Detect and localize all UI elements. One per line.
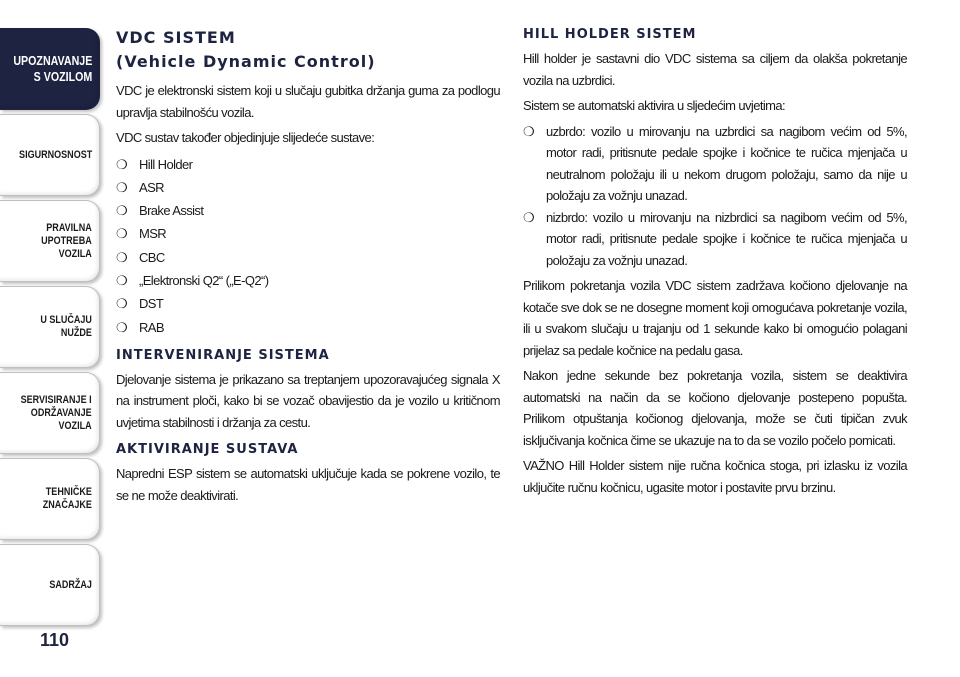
list-item: ❍ DST (116, 292, 500, 315)
section-heading: AKTIVIRANJE SUSTAVA (116, 442, 299, 458)
tab-tehnicke-znacajke[interactable] (0, 458, 100, 540)
right-column (523, 26, 907, 502)
tab-label: TEHNIČKE ZNAČAJKE (42, 486, 92, 511)
circle-bullet-icon: ❍ (116, 203, 128, 219)
intro-paragraph: VDC je elektronski sistem koji u slučaju gubitka držanja guma za podlogu upravlja stabilnošću vozila. (116, 83, 500, 120)
body-paragraph: VAŽNO Hill Holder sistem nije ručna kočnica stoga, pri izlasku iz vozila uključite ručnu kočnicu, ugasite motor i postavite prvu brzinu. (523, 458, 907, 495)
list-item: ❍ uzbrdo: vozilo u mirovanju na uzbrdici sa nagibom većim od 5%, motor radi, pritisnute pedale spojke i kočnice te ručica mjenjača u neutralnom položaju ili u nekom drugom položaju, samo da nije u položaju za vožnju unazad. (523, 121, 907, 207)
body-paragraph: Sistem se automatski aktivira u sljedećim uvjetima: (523, 98, 786, 113)
title-line-2: (Vehicle Dynamic Control) (116, 52, 376, 71)
list-item: ❍ nizbrdo: vozilo u mirovanju na nizbrdici sa nagibom većim od 5%, motor radi, pritisnute pedale spojke i kočnice te ručica mjenjača u položaju za vožnju unazad. (523, 207, 907, 272)
tab-label: SERVISIRANJE I ODRŽAVANJE VOZILA (20, 393, 92, 432)
list-item: ❍ „Elektronski Q2“ („E-Q2“) (116, 269, 500, 292)
tab-label: U SLUČAJU NUŽDE (40, 314, 92, 339)
body-paragraph: Hill holder je sastavni dio VDC sistema sa ciljem da olakša pokretanje vozila na uzbrdici. (523, 51, 907, 88)
circle-bullet-icon: ❍ (116, 272, 128, 288)
section-title (116, 26, 500, 74)
circle-bullet-icon: ❍ (116, 319, 128, 335)
tab-label: SIGURNOSNOST (18, 148, 92, 161)
circle-bullet-icon: ❍ (523, 209, 535, 225)
body-paragraph: Napredni ESP sistem se automatski uključuje kada se pokrene vozilo, te se ne može deaktivirati. (116, 466, 500, 503)
body-paragraph: Nakon jedne sekunde bez pokretanja vozila, sistem se deaktivira automatski na način da se kočiono djelovanje postepeno popušta. Prilikom otpuštanja kočionog djelovanja, može se čuti tipičan zvuk isključivanja kočnica čime se ukazuje na to da se vozilo počelo pomicati. (523, 368, 907, 448)
list-item: ❍ Brake Assist (116, 199, 500, 222)
tab-label: PRAVILNA UPOTREBA VOZILA (41, 221, 92, 260)
tab-label: UPOZNAVANJE S VOZILOM (13, 53, 92, 84)
circle-bullet-icon: ❍ (116, 296, 128, 312)
tab-sigurnosnost[interactable] (0, 114, 100, 196)
circle-bullet-icon: ❍ (116, 226, 128, 242)
list-item: ❍ Hill Holder (116, 153, 500, 176)
section-heading: HILL HOLDER SISTEM (523, 27, 697, 42)
tab-u-slucaju-nuzde[interactable] (0, 286, 100, 368)
tab-sadrzaj[interactable] (0, 544, 100, 626)
list-item: ❍ CBC (116, 246, 500, 269)
conditions-list (523, 121, 907, 272)
systems-intro: VDC sustav također objedinjuje slijedeće sustave: (116, 130, 375, 145)
circle-bullet-icon: ❍ (523, 123, 535, 139)
tab-servisiranje-i-odrzavanje[interactable] (0, 372, 100, 454)
page-number: 110 (40, 630, 70, 650)
circle-bullet-icon: ❍ (116, 156, 128, 172)
circle-bullet-icon: ❍ (116, 179, 128, 195)
circle-bullet-icon: ❍ (116, 249, 128, 265)
title-line-1: VDC SISTEM (116, 28, 236, 47)
list-item: ❍ ASR (116, 176, 500, 199)
list-item: ❍ RAB (116, 316, 500, 339)
section-heading: INTERVENIRANJE SISTEMA (116, 347, 330, 363)
body-paragraph: Prilikom pokretanja vozila VDC sistem zadržava kočiono djelovanje na kotače sve dok se ne dosegne moment koji omogućava pokretanje vozila, ili u svakom slučaju u trajanju od 1 sekunde kako bi omogućio polagani prijelaz sa pedale kočnice na pedalu gasa. (523, 278, 907, 358)
body-paragraph: Djelovanje sistema je prikazano sa treptanjem upozoravajućeg signala X na instrument ploči, kako bi se vozač obavijestio da je vozilo u kritičnom uvjetima stabilnosti i držanja za cestu. (116, 371, 500, 430)
tab-pravilna-upotreba-vozila[interactable] (0, 200, 100, 282)
tab-label: SADRŽAJ (49, 578, 92, 591)
systems-list (116, 153, 500, 339)
left-column (116, 26, 500, 510)
list-item: ❍ MSR (116, 222, 500, 245)
tab-upoznavanje-s-vozilom[interactable] (0, 28, 100, 110)
